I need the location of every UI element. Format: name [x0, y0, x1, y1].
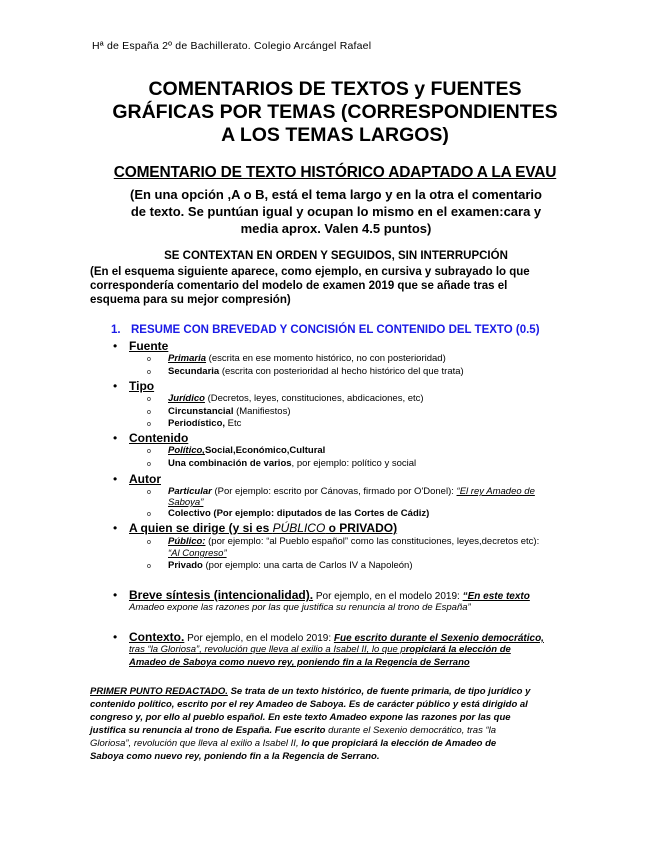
circle-bullet-icon: o	[147, 396, 151, 403]
final-line-2: contenido político, escrito por el rey Amadeo de Saboya. Es de carácter público y está dirigido al	[90, 699, 528, 710]
drafted-first-point	[90, 685, 595, 763]
contexto-example-line-2: tras “la Gloriosa”, revolución que lleva al exilio a Isabel II, lo que propiciará la elección de	[129, 644, 511, 655]
circle-bullet-icon: o	[147, 563, 151, 570]
subtitle-desc-line-2: de texto. Se puntúan igual y ocupan lo mismo en el examen:cara y	[130, 204, 542, 219]
circle-bullet-icon: o	[147, 511, 151, 518]
fuente-sub-1: Primaria (escrita en ese momento histórico, no con posterioridad)	[168, 353, 446, 364]
bullet-icon: •	[113, 472, 118, 486]
item-sintesis: Breve síntesis (intencionalidad). Por ejemplo, en el modelo 2019: “En este texto	[129, 588, 530, 602]
contenido-sub-1: Político,Social,Económico,Cultural	[168, 445, 326, 456]
circle-bullet-icon: o	[147, 489, 151, 496]
final-line-5: Gloriosa”, revolución que lleva al exilio a Isabel II, lo que propiciará la elección de Amadeo de	[90, 738, 497, 749]
circle-bullet-icon: o	[147, 356, 151, 363]
dirige-sub-2: Privado (por ejemplo: una carta de Carlos IV a Napoleón)	[168, 560, 413, 571]
bullet-icon: •	[113, 521, 118, 535]
fuente-sub-2: Secundaria (escrita con posterioridad al hecho histórico del que trata)	[168, 366, 464, 377]
title-line-3: A LOS TEMAS LARGOS)	[221, 124, 449, 146]
context-desc-line-3: esquema para su mejor compresión)	[90, 294, 291, 306]
final-line-4: justifica su renuncia al trono de España. Fue escrito durante el Sexenio democrático, tras “la	[90, 725, 497, 736]
page-title	[80, 78, 590, 147]
bullet-icon: •	[113, 431, 118, 445]
tipo-sub-3: Periodístico, Etc	[168, 418, 242, 429]
title-line-1: COMENTARIOS DE TEXTOS y FUENTES	[148, 78, 522, 100]
bullet-icon: •	[113, 339, 118, 353]
contexto-example-line-3: Amadeo de Saboya como nuevo rey, poniendo fin a la Regencia de Serrano	[129, 657, 470, 668]
subtitle-description	[86, 186, 586, 237]
tipo-sub-2: Circunstancial (Manifiestos)	[168, 406, 291, 417]
context-heading: SE CONTEXTAN EN ORDEN Y SEGUIDOS, SIN INTERRUPCIÓN	[164, 250, 508, 262]
page-header: Hª de España 2º de Bachillerato. Colegio Arcángel Rafael	[92, 40, 372, 52]
section-1-heading	[111, 324, 540, 336]
section-1-number: 1.	[111, 324, 121, 336]
tipo-sub-1: Jurídico (Decretos, leyes, constituciones, abdicaciones, etc)	[168, 393, 424, 404]
context-description	[90, 265, 590, 307]
context-desc-line-2: correspondería comentario del modelo de examen 2019 que se añade tras el	[90, 280, 508, 292]
circle-bullet-icon: o	[147, 448, 151, 455]
item-contexto: Contexto. Por ejemplo, en el modelo 2019: Fue escrito durante el Sexenio democrático,	[129, 630, 544, 644]
autor-example-continued: Saboya”	[168, 497, 204, 508]
title-line-2: GRÁFICAS POR TEMAS (CORRESPONDIENTES	[112, 101, 558, 123]
autor-sub-1: Particular (Por ejemplo: escrito por Cánovas, firmado por O'Donel): “El rey Amadeo de	[168, 486, 535, 497]
circle-bullet-icon: o	[147, 421, 151, 428]
final-line-6: Saboya como nuevo rey, poniendo fin a la Regencia de Serrano.	[90, 751, 380, 762]
section-1-title: RESUME CON BREVEDAD Y CONCISIÓN EL CONTENIDO DEL TEXTO (0.5)	[131, 324, 540, 336]
item-dirige-label: A quien se dirige (y si es PÚBLICO o PRIVADO)	[129, 521, 398, 535]
item-fuente-label: Fuente	[129, 339, 169, 353]
bullet-icon: •	[113, 630, 118, 644]
context-desc-line-1: (En el esquema siguiente aparece, como ejemplo, en cursiva y subrayado lo que	[90, 266, 530, 278]
circle-bullet-icon: o	[147, 369, 151, 376]
subtitle-desc-line-1: (En una opción ,A o B, está el tema largo y en la otra el comentario	[129, 187, 542, 202]
autor-sub-2: Colectivo (Por ejemplo: diputados de las Cortes de Cádiz)	[168, 508, 430, 519]
final-line-3: congreso y, por ello al pueblo español. En este texto Amadeo expone las razones por las que	[90, 712, 511, 723]
sintesis-example-continued: Amadeo expone las razones por las que justifica su renuncia al trono de España”	[129, 602, 471, 613]
item-contenido-label: Contenido	[129, 431, 189, 445]
section-subtitle: COMENTARIO DE TEXTO HISTÓRICO ADAPTADO A LA EVAU	[113, 164, 557, 181]
item-autor-label: Autor	[129, 472, 161, 486]
circle-bullet-icon: o	[147, 461, 151, 468]
contenido-sub-2: Una combinación de varios, por ejemplo: político y social	[168, 458, 417, 469]
bullet-icon: •	[113, 588, 118, 602]
dirige-sub-1: Público: (por ejemplo: “al Pueblo español” como las constituciones, leyes,decretos etc):	[168, 536, 540, 547]
item-tipo-label: Tipo	[129, 379, 155, 393]
subtitle-desc-line-3: media aprox. Valen 4.5 puntos)	[240, 221, 432, 236]
circle-bullet-icon: o	[147, 409, 151, 416]
dirige-example-continued: “Al Congreso”	[168, 548, 227, 559]
final-line-1: PRIMER PUNTO REDACTADO. Se trata de un texto histórico, de fuente primaria, de tipo jurídico y	[90, 686, 531, 697]
circle-bullet-icon: o	[147, 539, 151, 546]
bullet-icon: •	[113, 379, 118, 393]
